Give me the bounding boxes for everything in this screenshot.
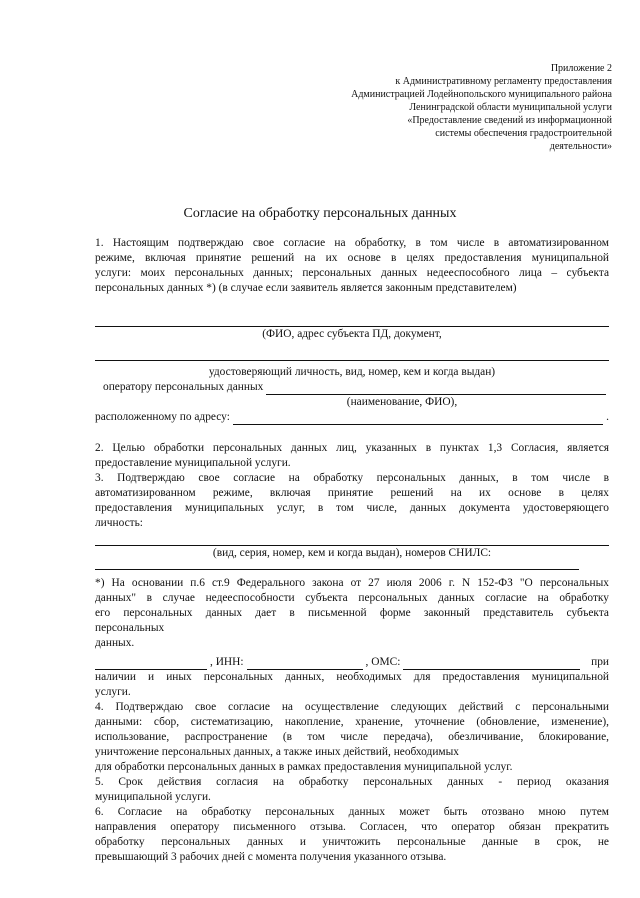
address-end: . [606,411,609,423]
paragraph-3 [95,471,609,531]
caption-doc: (вид, серия, номер, кем и когда выдан), номеров СНИЛС: [212,547,492,559]
paragraph-6 [95,805,609,865]
text-line: персональных [95,622,165,634]
text-line: 5. Срок действия согласия на обработку персональных данных - период оказания [95,776,609,788]
text-line: направления оператору письменного отзыва. Согласен, что оператор обязан прекратить [95,821,609,833]
paragraph-1 [95,236,609,296]
paragraph-other-data [95,670,609,700]
text-line: услуги: моих персональных данных; персональных данных недееспособного лица – субъекта [95,267,609,279]
text-line: 4. Подтверждаю свое согласие на осуществление следующих действий с персональными [95,701,609,713]
document-blank[interactable] [95,531,609,546]
text-line: обработку персональных данных и уничтожить персональные данные в срок, не [95,836,609,848]
text-line: личность: [95,517,143,529]
caption-fio: (ФИО, адрес субъекта ПД, документ, [262,328,442,340]
address-label: расположенному по адресу: [95,411,230,423]
operator-blank[interactable] [266,382,606,395]
appendix-line: Приложение 2 [550,63,612,74]
text-line: предоставления муниципальных услуг, в том числе, данных документа удостоверяющего [95,502,609,514]
subject-fio-blank[interactable] [95,312,609,327]
appendix-line: деятельности» [549,141,612,152]
text-line: автоматизированном режиме, включая принятие решений на их основе в целях [95,487,609,499]
paragraph-4 [95,700,609,775]
text-line: превышающий 3 рабочих дней с момента получения указанного отзыва. [95,851,447,863]
footnote [95,576,609,651]
text-line: 6. Согласие на обработку персональных данных может быть отозвано мною путем [95,806,609,818]
text-line: для обработки персональных данных в рамках предоставления муниципальной услуг. [95,761,513,773]
text-line: 1. Настоящим подтверждаю свое согласие на обработку, в том числе в автоматизированном [95,237,609,249]
caption-id: удостоверяющий личность, вид, номер, кем и когда выдан) [208,366,496,378]
appendix-line: Администрацией Лодейнопольского муниципального района [351,89,612,100]
name-blank[interactable] [95,657,207,670]
snils-blank[interactable] [95,561,579,570]
oms-blank[interactable] [403,657,580,670]
inn-oms-row [95,655,609,670]
subject-document-blank[interactable] [95,346,609,361]
text-line: 2. Целью обработки персональных данных лиц, указанных в пунктах 1,3 Согласия, является [95,442,609,454]
appendix-line: Ленинградской области муниципальной услуги [409,102,612,113]
text-line: *) На основании п.6 ст.9 Федерального закона от 27 июля 2006 г. N 152-ФЗ "О персональных [95,577,609,589]
text-line: уничтожение персональных данных, а также иных действий, необходимых [95,746,459,758]
appendix-line: системы обеспечения градостроительной [435,128,612,139]
document-title: Согласие на обработку персональных данных [183,206,457,221]
address-blank[interactable] [233,412,603,425]
text-line: данных. [95,637,135,649]
inn-blank[interactable] [247,657,363,670]
text-line: режиме, включая принятие решений на их основе в целях предоставления муниципальной [95,252,609,264]
pri-label: при [591,656,609,668]
appendix-line: к Административному регламенту предоставления [395,76,612,87]
caption-operator: (наименование, ФИО), [346,396,458,408]
text-line: использование, распространение (в том числе передача), обезличивание, блокирование, [95,731,609,743]
text-line: предоставление муниципальной услуги. [95,457,291,469]
text-line: данных" в случае недееспособности субъекта персональных данных согласие на обработку [95,592,609,604]
address-row [95,410,609,425]
paragraph-2 [95,441,609,471]
oms-label: , ОМС: [365,656,401,668]
text-line: его персональных данных дает в письменной форме законный представитель субъекта [95,607,609,619]
text-line: муниципальной услуги. [95,791,211,803]
operator-label: оператору персональных данных [103,381,264,393]
appendix-header [292,62,612,153]
inn-label: , ИНН: [210,656,244,668]
paragraph-5 [95,775,609,805]
text-line: персональных данных *) (в случае если заявитель является законным представителем) [95,282,517,294]
operator-row [95,380,609,395]
text-line: наличии и иных персональных данных, необходимых для предоставления муниципальной [95,671,609,683]
text-line: 3. Подтверждаю свое согласие на обработку персональных данных, в том числе в [95,472,609,484]
text-line: услуги. [95,686,131,698]
document-body [95,236,609,865]
appendix-line: «Предоставление сведений из информационной [407,115,612,126]
text-line: данными: сбор, систематизацию, накопление, хранение, уточнение (обновление, изменение), [95,716,609,728]
